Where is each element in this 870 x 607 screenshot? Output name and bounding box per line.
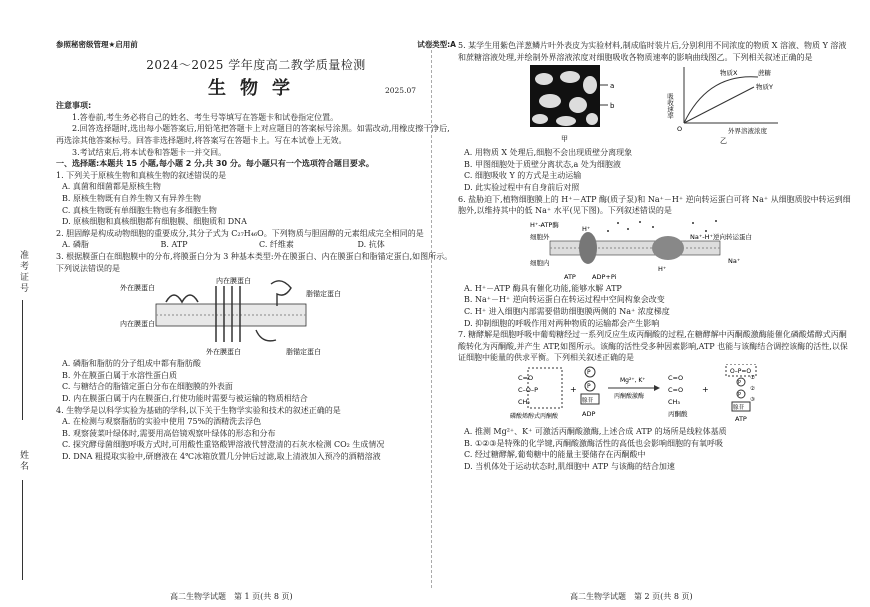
note-3: 3.考试结束后,将本试卷和答题卡一并交回。 bbox=[72, 147, 227, 157]
membrane-protein-figure bbox=[56, 274, 456, 358]
name-line bbox=[22, 480, 23, 580]
secrecy-label: 参照秘密级管理★启用前 bbox=[56, 40, 138, 49]
fig7-bond-3: ③ bbox=[750, 396, 755, 403]
svg-text:+: + bbox=[570, 384, 577, 394]
page-2 bbox=[458, 40, 854, 472]
fig7-conditions: Mg²⁺, K⁺ bbox=[620, 376, 646, 384]
q4-option-d: D. DNA 粗提取实验中,研磨液在 4℃冰箱放置几分钟后过滤,取上清液加入预冷的酒精溶液 bbox=[62, 451, 381, 461]
fig6-h-top: H⁺ bbox=[582, 224, 591, 233]
ion-dots bbox=[607, 220, 717, 232]
q5-option-d: D. 此实验过程中有自身前后对照 bbox=[464, 182, 580, 192]
svg-text:O–P=O: O–P=O bbox=[730, 367, 752, 375]
ion-transport-figure bbox=[458, 217, 854, 283]
curve-x bbox=[684, 77, 758, 123]
footer-page-2: 高二生物学试题 第 2 页(共 8 页) bbox=[570, 592, 693, 602]
name-label: 姓名 bbox=[18, 450, 29, 472]
fig3-label-4: 内在膜蛋白 bbox=[216, 277, 251, 286]
paper-type: 试卷类型:A bbox=[417, 40, 456, 49]
fig6-na-right: Na⁺ bbox=[728, 256, 741, 265]
svg-text:C–O–P: C–O–P bbox=[518, 385, 539, 394]
fig6-antiporter-label: Na⁺-H⁺逆向转运蛋白 bbox=[690, 232, 752, 241]
fig7-adenosine-left: 腺苷 bbox=[582, 397, 594, 404]
fig7-atp: ATP bbox=[735, 414, 747, 423]
fig7-pep-label: 磷酸烯醇式丙酮酸 bbox=[510, 412, 559, 420]
fig5-label-b: b bbox=[610, 102, 615, 111]
glycolysis-figure bbox=[458, 364, 854, 426]
q2-option-b: B. ATP bbox=[160, 240, 188, 250]
q3-stem: 3. 根据膜蛋白在细胞膜中的分布,将膜蛋白分为 3 种基本类型:外在膜蛋白、内在膜蛋白和脂锚定蛋白,如图所示。下列说法错误的是 bbox=[56, 251, 453, 273]
fig6-outside-label: 细胞外 bbox=[530, 232, 550, 241]
q6-option-d: D. 抑制细胞的呼吸作用对两种物质的运输都会产生影响 bbox=[464, 318, 660, 328]
q1-option-a: A. 真菌和细菌都是原核生物 bbox=[62, 182, 161, 192]
exam-date: 2025.07 bbox=[384, 86, 416, 96]
q7-stem: 7. 糖酵解是细胞呼吸中葡萄糖经过一系列反应生成丙酮酸的过程,在糖酵解中丙酮酸激酶能催化磷酸烯醇式丙酮酸转化为丙酮酸,并产生 ATP,如图所示。该酶的活性受多种因素影响,ATP 也能与该酶结合调控该酶的活性,以保证细胞中能量的供求平衡。下列相关叙述正确的是 bbox=[458, 330, 848, 363]
q4-stem: 4. 生物学是以科学实验为基础的学科,以下关于生物学实验和技术的叙述正确的是 bbox=[56, 405, 341, 415]
q3-option-c: C. 与糖结合的脂锚定蛋白分布在细胞膜的外表面 bbox=[62, 382, 233, 392]
q5-option-b: B. 甲图细胞处于质壁分离状态,a 处为细胞液 bbox=[464, 159, 621, 169]
fig7-bond-1: ① bbox=[750, 374, 755, 381]
page-header bbox=[56, 40, 456, 51]
notes-title: 注意事项: bbox=[56, 101, 92, 111]
proton-pump-shape bbox=[579, 232, 597, 264]
q4-option-c: C. 探究酵母菌细胞呼吸方式时,可用酸性重铬酸钾溶液代替澄清的石灰水检测 CO₂ 生成情况 bbox=[62, 440, 385, 450]
fig5-caption-jia: 甲 bbox=[561, 135, 568, 144]
cell-membrane bbox=[550, 241, 720, 255]
fig6-h-bottom: H⁺ bbox=[658, 264, 667, 273]
fig6-pump-label: H⁺-ATP酶 bbox=[530, 220, 559, 229]
q4-option-b: B. 观察菠菜叶绿体时,需要用高倍镜观察叶绿体的形态和分布 bbox=[62, 428, 276, 438]
admission-line bbox=[22, 300, 23, 420]
q6-option-c: C. H⁺ 进入细胞内部需要借助细胞膜两侧的 Na⁺ 浓度梯度 bbox=[464, 306, 670, 316]
q6-option-a: A. H⁺－ATP 酶具有催化功能,能够水解 ATP bbox=[464, 283, 622, 293]
note-2: 2.回答选择题时,选出每小题答案后,用铅笔把答题卡上对应题目的答案标号涂黑。如需改动,用橡皮擦干净后,再选涂其他答案标号。回答非选择题时,将答案写在答题卡上。写在本试卷上无效。 bbox=[56, 124, 450, 146]
q1-option-b: B. 原核生物既有自养生物又有异养生物 bbox=[62, 194, 201, 204]
footer-page-1: 高二生物学试题 第 1 页(共 8 页) bbox=[170, 592, 293, 602]
fig3-label-6: 脂锚定蛋白 bbox=[286, 348, 321, 357]
fig3-label-5: 外在膜蛋白 bbox=[206, 348, 241, 357]
q7-option-b: B. ①②③是特殊的化学键,丙酮酸激酶活性的高低也会影响细胞的有氧呼吸 bbox=[464, 438, 724, 448]
fig5-ylabel: 吸收速率 bbox=[666, 93, 674, 120]
q5-option-a: A. 用物质 X 处理后,细胞不会出现质壁分离现象 bbox=[464, 148, 633, 158]
fig6-adp: ADP+Pi bbox=[592, 272, 617, 281]
q7-option-a: A. 推测 Mg²⁺、K⁺ 可激活丙酮酸激酶,上述合成 ATP 的场所是线粒体基质 bbox=[464, 426, 727, 436]
svg-text:C=O: C=O bbox=[668, 373, 684, 382]
q1-option-d: D. 原核细胞和真核细胞都有细胞膜、细胞质和 DNA bbox=[62, 217, 247, 227]
q4-option-a: A. 在检测与观察脂肪的实验中使用 75%的酒精洗去浮色 bbox=[62, 417, 262, 427]
fig6-inside-label: 细胞内 bbox=[530, 258, 550, 267]
plasmolysis-figure bbox=[458, 63, 854, 147]
q2-option-d: D. 抗体 bbox=[357, 240, 385, 250]
q7-option-c: C. 经过糖酵解,葡萄糖中的能量主要储存在丙酮酸中 bbox=[464, 450, 646, 460]
q2-option-a: A. 磷脂 bbox=[62, 240, 89, 250]
q6-stem: 6. 盐胁迫下,植物细胞膜上的 H⁺－ATP 酶(质子泵)和 Na⁺－H⁺ 逆向转运蛋白可将 Na⁺ 从细胞质胶中转运到细胞外,以维持其中的低 Na⁺ 水平(见下图)。下列叙述错误的是 bbox=[458, 194, 851, 216]
fig5-series-sucrose: 蔗糖 bbox=[758, 69, 771, 78]
fig5-origin: O bbox=[677, 125, 683, 134]
svg-text:CH₂: CH₂ bbox=[518, 397, 531, 406]
section-title: 一、选择题:本题共 15 小题,每小题 2 分,共 30 分。每小题只有一个选项符合题目要求。 bbox=[56, 159, 374, 169]
note-1: 1.答卷前,考生务必将自己的姓名、考生号等填写在答题卡和试卷指定位置。 bbox=[72, 112, 339, 122]
q5-stem: 5. 某学生用紫色洋葱鳞片叶外表皮为实验材料,制成临时装片后,分别利用不同浓度的物质 X 溶液、物质 Y 溶液和蔗糖溶液处理,并绘制外界溶液浓度对细胞吸收各物质速率的影响曲线图乙。下列相关叙述正确的是 bbox=[458, 41, 847, 62]
fig5-xlabel: 外界溶液浓度 bbox=[728, 127, 767, 136]
q2-option-c: C. 纤维素 bbox=[259, 240, 294, 250]
fig7-enzyme: 丙酮酸激酶 bbox=[614, 392, 645, 400]
q1-stem: 1. 下列关于原核生物和真核生物的叙述错误的是 bbox=[56, 170, 227, 180]
subject-title: 生物学 bbox=[208, 78, 304, 100]
svg-text:P: P bbox=[587, 382, 591, 390]
micrograph-image bbox=[530, 65, 600, 127]
fig5-caption-yi: 乙 bbox=[720, 137, 727, 146]
fig6-atp: ATP bbox=[564, 272, 576, 281]
fig5-series-y: 物质Y bbox=[756, 83, 773, 92]
fig5-series-x: 物质X bbox=[720, 69, 738, 78]
page-1 bbox=[56, 40, 456, 463]
fig3-label-3: 脂锚定蛋白 bbox=[306, 290, 341, 299]
svg-text:P: P bbox=[587, 368, 591, 376]
svg-text:CH₃: CH₃ bbox=[668, 397, 681, 406]
fig3-label-2: 内在膜蛋白 bbox=[120, 320, 155, 329]
phospholipid-bilayer bbox=[156, 304, 306, 326]
antiporter-shape bbox=[652, 236, 684, 260]
q3-option-d: D. 内在膜蛋白属于内在膜蛋白,行使功能时需要与被运输的物质相结合 bbox=[62, 393, 308, 403]
svg-text:C=O: C=O bbox=[668, 385, 684, 394]
svg-text:P: P bbox=[738, 379, 742, 386]
q6-option-b: B. Na⁺－H⁺ 逆向转运蛋白在转运过程中空间构象会改变 bbox=[464, 295, 665, 305]
svg-text:P: P bbox=[738, 391, 742, 398]
svg-text:C=O: C=O bbox=[518, 373, 534, 382]
svg-text:+: + bbox=[702, 384, 709, 394]
fig7-adenosine-right: 腺苷 bbox=[733, 404, 745, 411]
anchored-protein-shape bbox=[271, 281, 291, 306]
admission-label: 准考证号 bbox=[18, 250, 29, 294]
fig3-label-1: 外在膜蛋白 bbox=[120, 284, 155, 293]
fig7-adp: ADP bbox=[582, 409, 596, 418]
fig7-pyruvate: 丙酮酸 bbox=[668, 409, 688, 418]
q2-stem: 2. 胆固醇是构成动物细胞的重要成分,其分子式为 C₂₇H₄₆O。下列物质与胆固醇的元素组成完全相同的是 bbox=[56, 228, 424, 238]
q7-option-d: D. 当机体处于运动状态时,肌细胞中 ATP 与该酶的结合加速 bbox=[464, 461, 675, 471]
fig7-bond-2: ② bbox=[750, 385, 755, 392]
q3-option-a: A. 磷脂和脂肪的分子组成中都有脂肪酸 bbox=[62, 359, 201, 369]
external-protein-shape bbox=[166, 295, 198, 302]
q3-option-b: B. 外在膜蛋白属于水溶性蛋白质 bbox=[62, 370, 177, 380]
q1-option-c: C. 真核生物既有单细胞生物也有多细胞生物 bbox=[62, 205, 217, 215]
q5-option-c: C. 细胞吸收 Y 的方式是主动运输 bbox=[464, 171, 582, 181]
exam-title: 2024～2025 学年度高二教学质量检测 bbox=[146, 57, 366, 72]
fig5-label-a: a bbox=[610, 82, 615, 91]
